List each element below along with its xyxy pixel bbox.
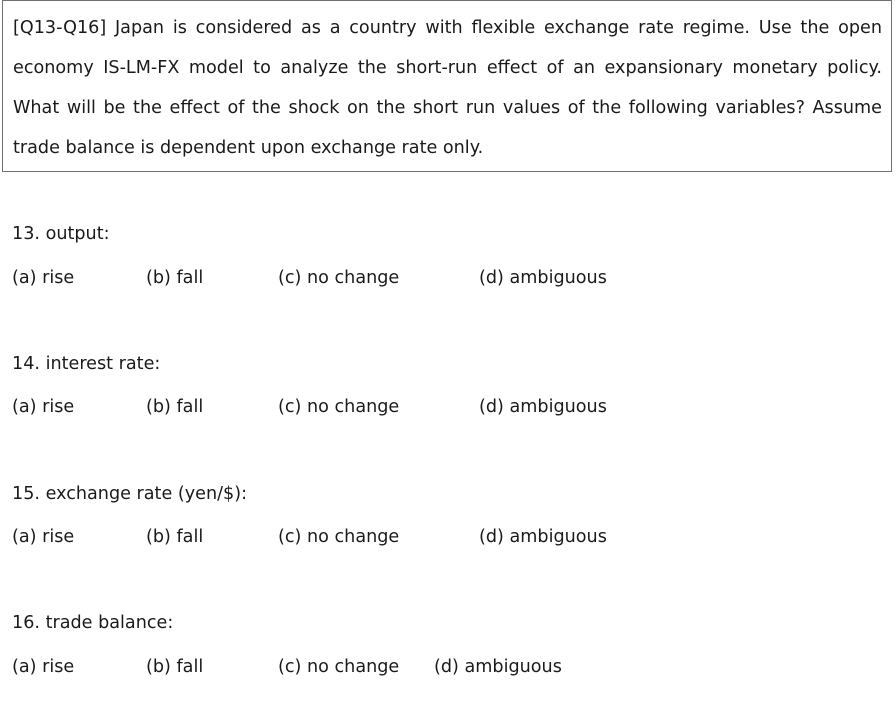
problem-statement-line: trade balance is dependent upon exchange rate only. bbox=[13, 138, 484, 158]
option-d[interactable]: (d) ambiguous bbox=[479, 268, 607, 288]
question-stem: 16. trade balance: bbox=[12, 613, 174, 633]
option-c[interactable]: (c) no change bbox=[278, 527, 400, 547]
option-c[interactable]: (c) no change bbox=[278, 268, 400, 288]
option-c[interactable]: (c) no change bbox=[278, 397, 400, 417]
option-a[interactable]: (a) rise bbox=[12, 657, 75, 677]
option-b[interactable]: (b) fall bbox=[146, 397, 204, 417]
option-d[interactable]: (d) ambiguous bbox=[479, 397, 607, 417]
problem-statement-line: [Q13-Q16] Japan is considered as a country with flexible exchange rate regime. Use the open bbox=[13, 18, 882, 38]
option-b[interactable]: (b) fall bbox=[146, 657, 204, 677]
problem-statement-line: economy IS-LM-FX model to analyze the short-run effect of an expansionary monetary policy. bbox=[13, 58, 882, 78]
option-a[interactable]: (a) rise bbox=[12, 268, 75, 288]
question-stem: 15. exchange rate (yen/$): bbox=[12, 484, 248, 504]
option-d[interactable]: (d) ambiguous bbox=[479, 527, 607, 547]
problem-statement-line: What will be the effect of the shock on the short run values of the following variables? Assume bbox=[13, 98, 882, 118]
option-b[interactable]: (b) fall bbox=[146, 527, 204, 547]
option-a[interactable]: (a) rise bbox=[12, 527, 75, 547]
question-stem: 14. interest rate: bbox=[12, 354, 161, 374]
option-c[interactable]: (c) no change bbox=[278, 657, 400, 677]
option-d[interactable]: (d) ambiguous bbox=[434, 657, 562, 677]
question-stem: 13. output: bbox=[12, 224, 110, 244]
option-a[interactable]: (a) rise bbox=[12, 397, 75, 417]
option-b[interactable]: (b) fall bbox=[146, 268, 204, 288]
problem-statement-box bbox=[2, 0, 892, 172]
